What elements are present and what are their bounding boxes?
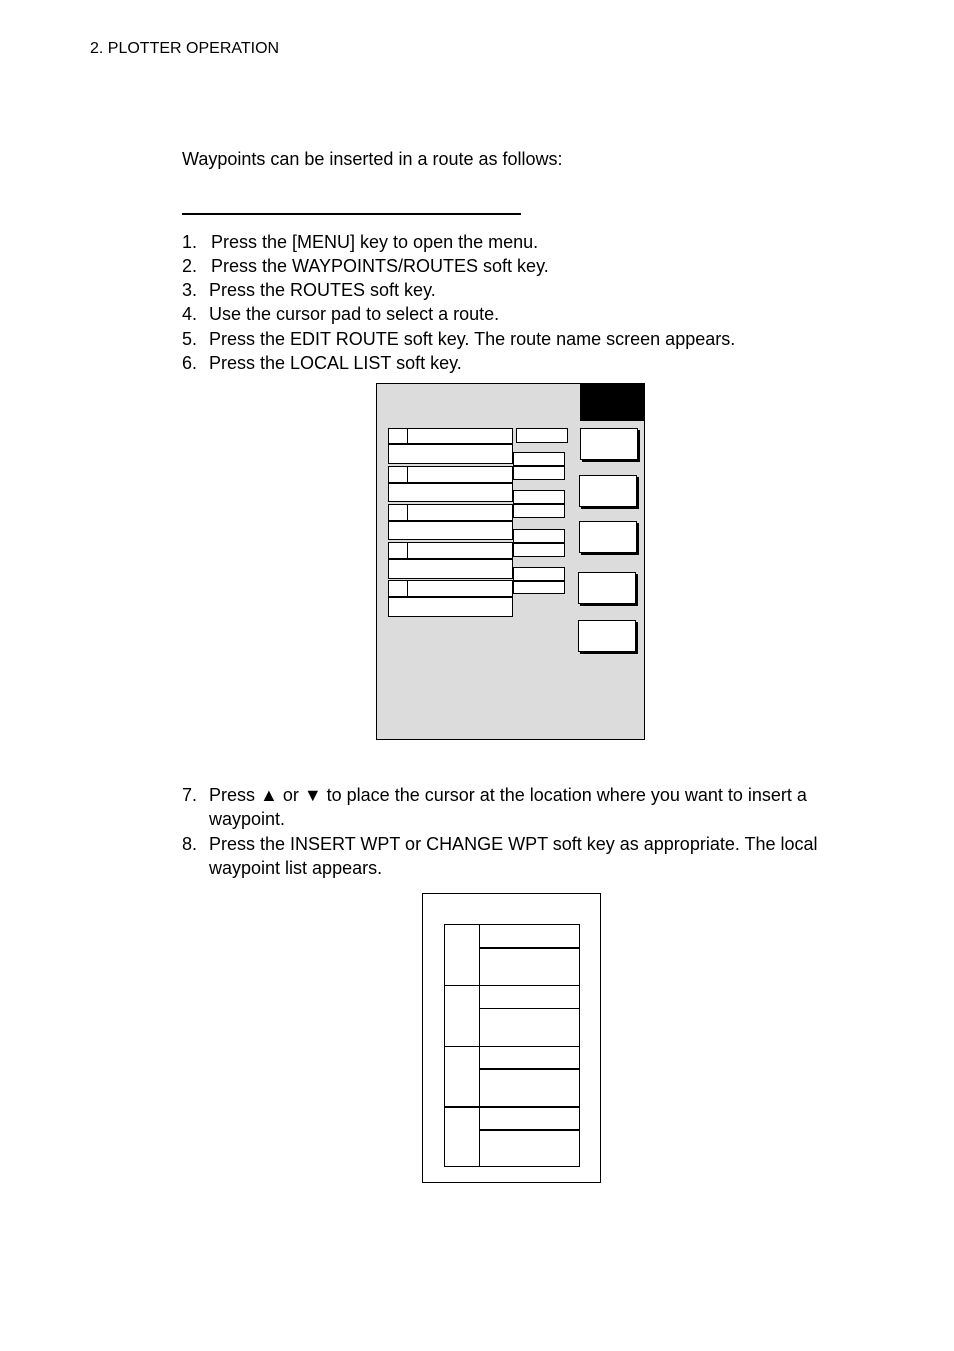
route-row-detail — [388, 597, 513, 617]
leg-cell — [516, 428, 568, 443]
step-text-line-2: waypoint. — [209, 809, 286, 829]
row-divider — [407, 542, 408, 559]
step-2 — [182, 254, 782, 278]
step-6 — [182, 351, 782, 375]
list-item-separator — [444, 1106, 580, 1108]
list-row-line — [479, 947, 580, 949]
leg-cell — [513, 581, 565, 594]
step-number: 5. — [182, 329, 198, 349]
section-header: 2. PLOTTER OPERATION — [90, 40, 280, 57]
soft-key-5[interactable] — [578, 620, 636, 652]
step-text: Use the cursor pad to select a route. — [209, 304, 500, 324]
screen-title-block — [580, 383, 645, 421]
step-text-line-2: waypoint list appears. — [209, 858, 383, 878]
step-text: Press the WAYPOINTS/ROUTES soft key. — [211, 256, 549, 276]
route-row-detail — [388, 521, 513, 540]
step-7 — [182, 783, 842, 831]
row-divider — [407, 580, 408, 597]
step-text: Press the EDIT ROUTE soft key. The route name screen appears. — [209, 329, 736, 349]
step-3 — [182, 278, 782, 302]
leg-cell — [513, 567, 565, 581]
step-text-line-1: Press the INSERT WPT or CHANGE WPT soft key as appropriate. The local — [209, 834, 818, 854]
list-item-separator — [444, 1046, 580, 1047]
step-number: 6. — [182, 353, 198, 373]
route-row-detail — [388, 483, 513, 502]
list-item-separator — [444, 985, 580, 986]
leg-cell — [513, 504, 565, 518]
step-1 — [182, 230, 782, 254]
soft-key-3[interactable] — [579, 521, 637, 553]
row-divider — [407, 504, 408, 521]
soft-key-1[interactable] — [580, 428, 638, 460]
leg-cell — [513, 490, 565, 504]
step-number: 8. — [182, 834, 198, 854]
step-8 — [182, 832, 862, 880]
step-text: Press the LOCAL LIST soft key. — [209, 353, 462, 373]
step-5 — [182, 327, 802, 351]
list-row-line — [479, 1129, 580, 1131]
step-text: Press the ROUTES soft key. — [209, 280, 436, 300]
row-divider — [407, 428, 408, 444]
leg-cell — [513, 529, 565, 543]
step-number: 3. — [182, 280, 198, 300]
step-number: 7. — [182, 785, 198, 805]
step-number: 2. — [182, 256, 198, 276]
route-row-detail — [388, 444, 513, 464]
step-text-line-1: Press ▲ or ▼ to place the cursor at the location where you want to insert a — [209, 785, 807, 805]
list-row-line — [479, 1068, 580, 1070]
leg-cell — [513, 543, 565, 557]
list-row-line — [479, 1008, 580, 1009]
row-divider — [407, 466, 408, 483]
intro-text: Waypoints can be inserted in a route as follows: — [182, 149, 563, 169]
heading-rule — [182, 213, 521, 215]
route-row-detail — [388, 559, 513, 579]
step-number: 4. — [182, 304, 198, 324]
leg-cell — [513, 466, 565, 480]
step-text: Press the [MENU] key to open the menu. — [211, 232, 539, 252]
leg-cell — [513, 452, 565, 466]
soft-key-2[interactable] — [579, 475, 637, 507]
step-4 — [182, 302, 782, 326]
step-number: 1. — [182, 232, 198, 252]
soft-key-4[interactable] — [578, 572, 636, 604]
